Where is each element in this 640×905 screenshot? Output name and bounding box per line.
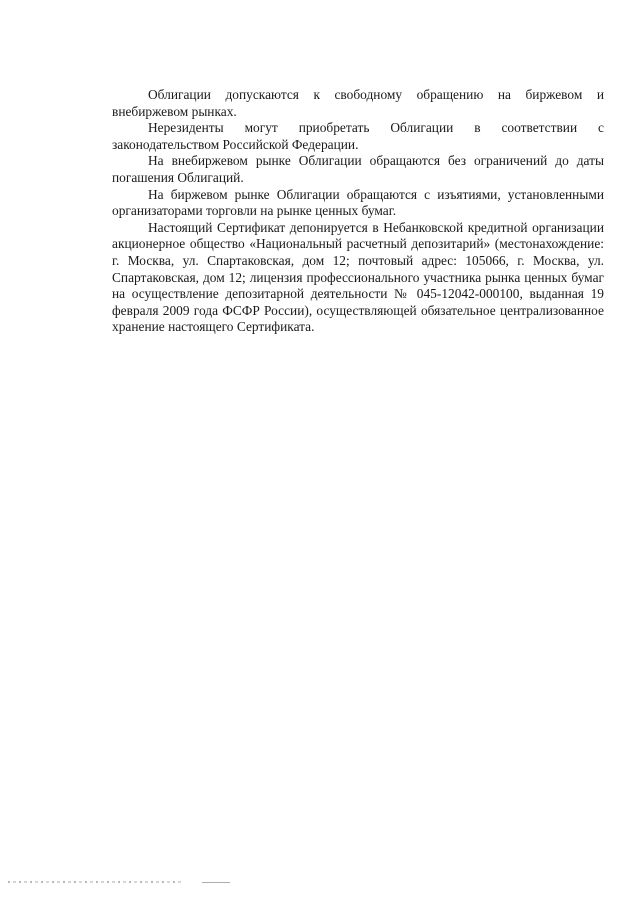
paragraph-nonresidents: Нерезиденты могут приобретать Облигации в соответствии с законодательством Российской Федерации. bbox=[112, 120, 604, 152]
scan-noise-line bbox=[8, 881, 184, 883]
certificate-text bbox=[112, 87, 604, 336]
paragraph-circulation: Облигации допускаются к свободному обращению на биржевом и внебиржевом рынках. bbox=[112, 87, 604, 119]
paragraph-exchange-market: На биржевом рынке Облигации обращаются с изъятиями, установленными организаторами торговли на рынке ценных бумаг. bbox=[112, 186, 604, 219]
scan-artifact-footer bbox=[0, 878, 640, 888]
paragraph-otc-market: На внебиржевом рынке Облигации обращаются без ограничений до даты погашения Облигаций. bbox=[112, 153, 604, 185]
scan-noise-dash bbox=[202, 882, 230, 883]
paragraph-depository: Настоящий Сертификат депонируется в Небанковской кредитной организации акционерное общество «Национальный расчетный депозитарий» (местонахождение: г. Москва, ул. Спартаковская, дом 12; почтовый адрес: 105066, г. Москва, ул. Спартаковская, дом 12; лицензия профессионального участника рынка ценных бумаг на осуществление депозитарной деятельности № 045-12042-000100, выданная 19 февраля 2009 года ФСФР России), осуществляющей обязательное централизованное хранение настоящего Сертификата. bbox=[112, 219, 604, 335]
